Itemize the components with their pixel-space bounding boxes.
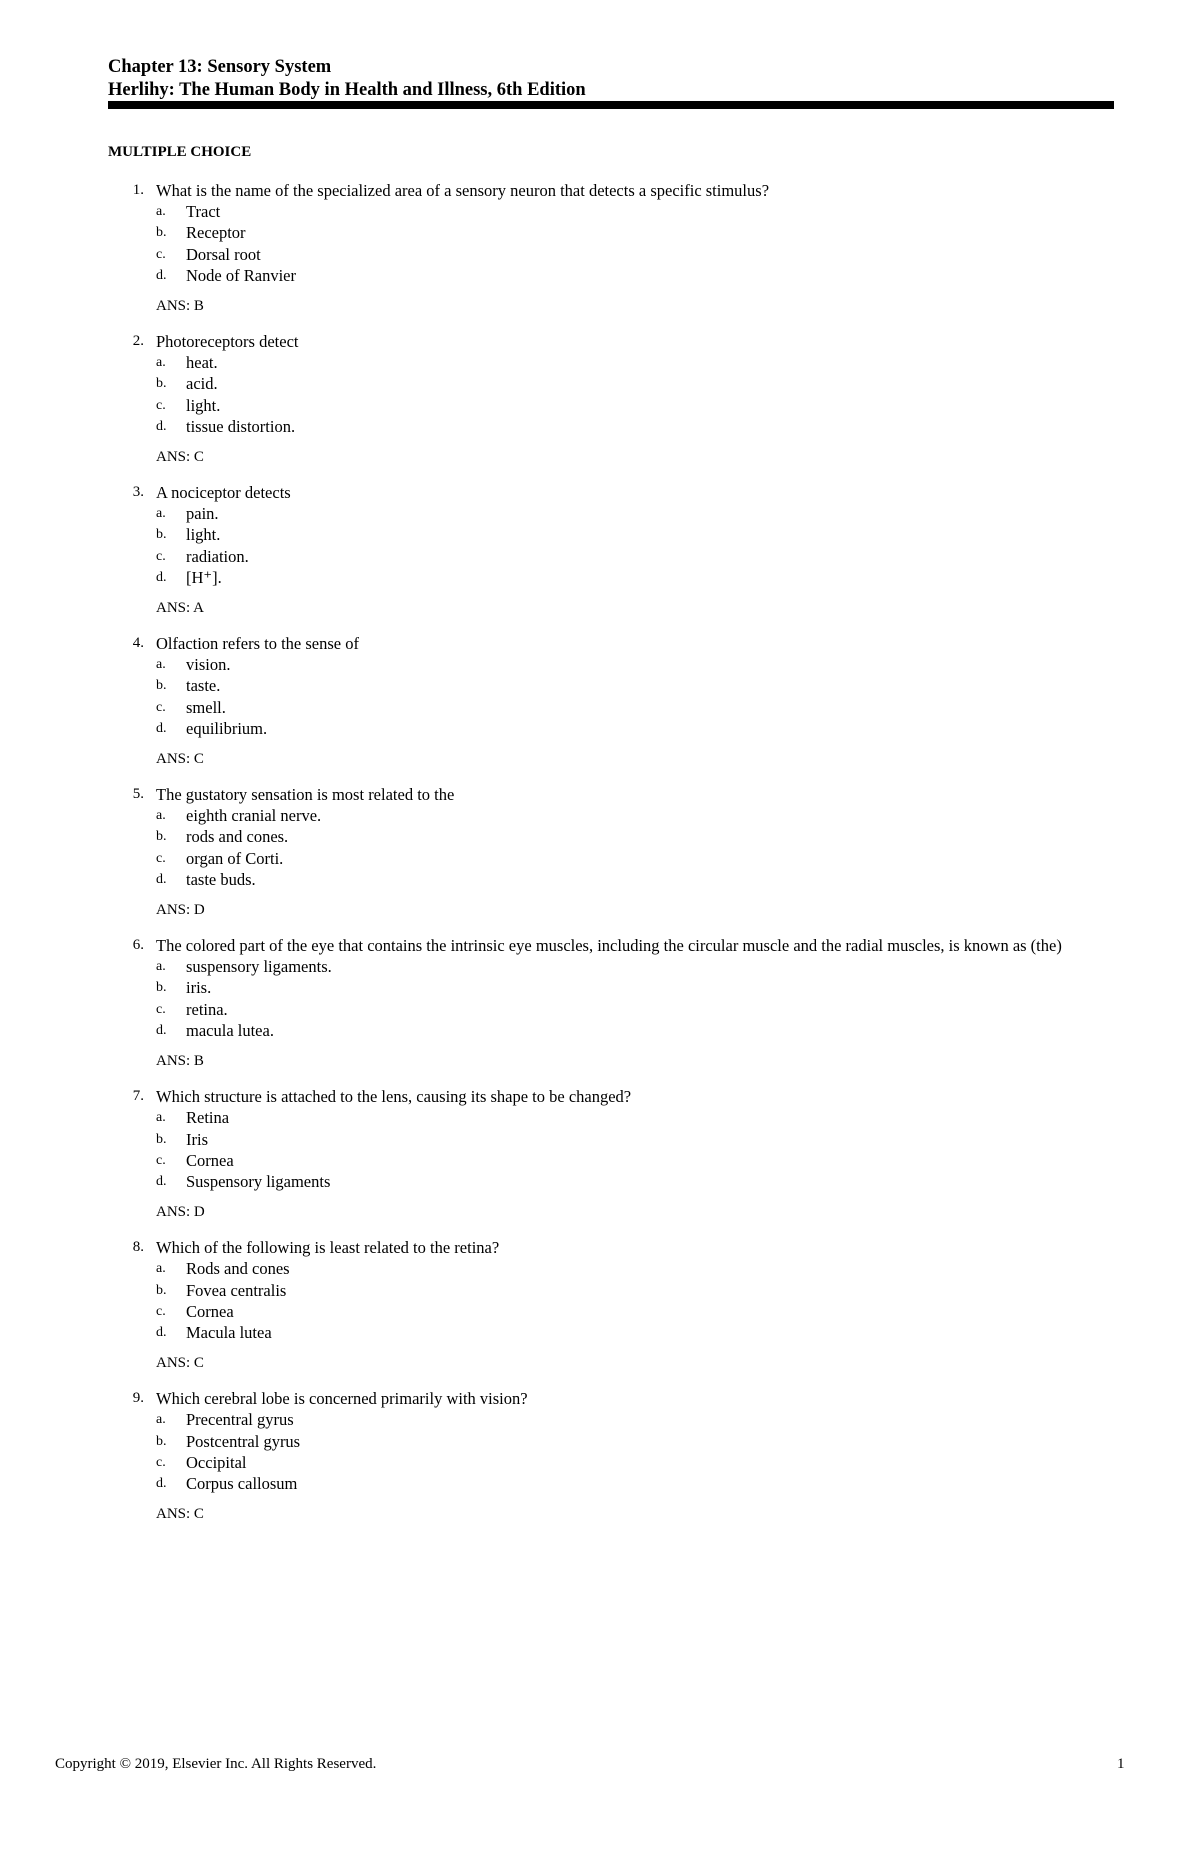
option-letter: c.	[156, 850, 166, 866]
option-text: taste buds.	[186, 869, 256, 889]
option-list	[108, 654, 1118, 739]
option-letter: d.	[156, 871, 167, 887]
option-item	[108, 1107, 1118, 1128]
option-letter: b.	[156, 376, 167, 392]
option-letter: d.	[156, 1324, 167, 1340]
answer-key: ANS: C	[156, 1355, 204, 1372]
question-1	[108, 180, 1118, 315]
option-letter: c.	[156, 246, 166, 262]
option-text: eighth cranial nerve.	[186, 806, 322, 826]
option-letter: a.	[156, 355, 166, 371]
option-letter: d.	[156, 1022, 167, 1038]
question-text: A nociceptor detects	[156, 483, 291, 503]
option-text: Tract	[186, 202, 221, 222]
answer-key: ANS: D	[156, 902, 205, 919]
option-text: Cornea	[186, 1301, 234, 1321]
option-text: heat.	[186, 353, 218, 373]
option-letter: b.	[156, 678, 167, 694]
option-text: iris.	[186, 978, 212, 998]
option-item	[108, 675, 1118, 696]
option-item	[108, 503, 1118, 524]
answer-key: ANS: A	[156, 600, 204, 617]
option-item	[108, 244, 1118, 265]
option-text: [H⁺].	[186, 567, 222, 587]
question-stem	[108, 1388, 1118, 1409]
option-item	[108, 1409, 1118, 1430]
option-letter: a.	[156, 1110, 166, 1126]
option-list	[108, 1409, 1118, 1494]
option-item	[108, 1322, 1118, 1343]
option-text: Occipital	[186, 1452, 247, 1472]
option-item	[108, 1431, 1118, 1452]
option-letter: d.	[156, 418, 167, 434]
option-text: Precentral gyrus	[186, 1410, 294, 1430]
question-number: 9.	[132, 1390, 144, 1407]
option-item	[108, 1452, 1118, 1473]
option-item	[108, 1129, 1118, 1150]
question-text: Olfaction refers to the sense of	[156, 634, 359, 654]
question-9	[108, 1388, 1118, 1523]
option-item	[108, 697, 1118, 718]
page-number: 1	[1117, 1756, 1125, 1772]
answer-key: ANS: C	[156, 449, 204, 466]
option-letter: b.	[156, 1131, 167, 1147]
option-item	[108, 1280, 1118, 1301]
option-letter: c.	[156, 1303, 166, 1319]
question-5	[108, 784, 1118, 919]
copyright-notice: Copyright © 2019, Elsevier Inc. All Rights Reserved.	[55, 1756, 377, 1772]
answer-key: ANS: D	[156, 1204, 205, 1221]
option-letter: b.	[156, 829, 167, 845]
option-letter: d.	[156, 1475, 167, 1491]
chapter-title: Chapter 13: Sensory System	[108, 57, 332, 77]
question-number: 5.	[132, 786, 144, 803]
question-stem	[108, 1086, 1118, 1107]
option-item	[108, 567, 1118, 588]
option-item	[108, 395, 1118, 416]
option-item	[108, 1473, 1118, 1494]
option-text: equilibrium.	[186, 718, 268, 738]
option-item	[108, 222, 1118, 243]
option-letter: a.	[156, 204, 166, 220]
question-number: 4.	[132, 635, 144, 652]
option-item	[108, 373, 1118, 394]
question-text: Photoreceptors detect	[156, 332, 299, 352]
option-item	[108, 265, 1118, 286]
option-item	[108, 416, 1118, 437]
option-list	[108, 805, 1118, 890]
option-item	[108, 826, 1118, 847]
option-item	[108, 999, 1118, 1020]
option-text: Suspensory ligaments	[186, 1171, 331, 1191]
question-stem	[108, 633, 1118, 654]
option-letter: a.	[156, 657, 166, 673]
question-number: 6.	[132, 937, 144, 954]
option-text: Receptor	[186, 223, 246, 243]
question-7	[108, 1086, 1118, 1221]
option-letter: c.	[156, 1152, 166, 1168]
option-text: organ of Corti.	[186, 848, 284, 868]
option-item	[108, 1258, 1118, 1279]
question-text: Which structure is attached to the lens, causing its shape to be changed?	[156, 1087, 632, 1107]
option-list	[108, 201, 1118, 286]
option-list	[108, 503, 1118, 588]
option-text: pain.	[186, 504, 219, 524]
option-item	[108, 718, 1118, 739]
option-item	[108, 352, 1118, 373]
question-text: Which of the following is least related to the retina?	[156, 1238, 500, 1258]
question-8	[108, 1237, 1118, 1372]
question-4	[108, 633, 1118, 768]
answer-key: ANS: B	[156, 1053, 204, 1070]
option-item	[108, 848, 1118, 869]
option-item	[108, 201, 1118, 222]
option-letter: b.	[156, 1282, 167, 1298]
question-stem	[108, 331, 1118, 352]
option-text: vision.	[186, 655, 231, 675]
question-stem	[108, 1237, 1118, 1258]
option-item	[108, 1301, 1118, 1322]
question-6	[108, 935, 1118, 1070]
question-number: 3.	[132, 484, 144, 501]
question-number: 8.	[132, 1239, 144, 1256]
option-text: rods and cones.	[186, 827, 289, 847]
option-letter: d.	[156, 1173, 167, 1189]
option-list	[108, 956, 1118, 1041]
option-text: Rods and cones	[186, 1259, 290, 1279]
option-text: tissue distortion.	[186, 416, 296, 436]
question-text: The gustatory sensation is most related to the	[156, 785, 455, 805]
question-number: 1.	[132, 182, 144, 198]
answer-key: ANS: C	[156, 1506, 204, 1523]
option-letter: d.	[156, 267, 167, 283]
option-text: Retina	[186, 1108, 230, 1128]
option-letter: a.	[156, 506, 166, 522]
option-letter: c.	[156, 397, 166, 413]
option-text: Fovea centralis	[186, 1280, 287, 1300]
option-item	[108, 977, 1118, 998]
option-item	[108, 546, 1118, 567]
section-title: MULTIPLE CHOICE	[108, 144, 252, 160]
option-text: macula lutea.	[186, 1020, 274, 1040]
option-text: Dorsal root	[186, 244, 261, 264]
option-text: taste.	[186, 676, 221, 696]
answer-key: ANS: B	[156, 298, 204, 315]
option-letter: b.	[156, 527, 167, 543]
option-letter: c.	[156, 548, 166, 564]
option-text: suspensory ligaments.	[186, 957, 332, 977]
option-list	[108, 1258, 1118, 1343]
option-letter: b.	[156, 1433, 167, 1449]
option-text: smell.	[186, 697, 226, 717]
question-3	[108, 482, 1118, 617]
option-letter: a.	[156, 1412, 166, 1428]
option-text: retina.	[186, 999, 228, 1019]
question-stem	[108, 935, 1118, 956]
option-item	[108, 805, 1118, 826]
book-title: Herlihy: The Human Body in Health and Illness, 6th Edition	[108, 80, 586, 100]
question-2	[108, 331, 1118, 466]
option-text: Iris	[186, 1129, 208, 1149]
option-text: light.	[186, 525, 221, 545]
option-letter: b.	[156, 980, 167, 996]
option-letter: d.	[156, 569, 167, 585]
answer-key: ANS: C	[156, 751, 204, 768]
document-header	[108, 56, 1114, 102]
question-number: 7.	[132, 1088, 144, 1105]
question-text: What is the name of the specialized area of a sensory neuron that detects a specific stimulus?	[156, 181, 770, 200]
option-letter: a.	[156, 808, 166, 824]
question-stem	[108, 784, 1118, 805]
question-text: The colored part of the eye that contains the intrinsic eye muscles, including the circular muscle and the radial muscles, is known as (the)	[156, 936, 1062, 956]
option-item	[108, 956, 1118, 977]
option-item	[108, 1150, 1118, 1171]
option-text: light.	[186, 395, 221, 415]
option-letter: a.	[156, 1261, 166, 1277]
option-item	[108, 524, 1118, 545]
option-list	[108, 352, 1118, 437]
option-letter: c.	[156, 699, 166, 715]
header-rule	[108, 101, 1114, 109]
option-item	[108, 1171, 1118, 1192]
option-item	[108, 1020, 1118, 1041]
option-letter: d.	[156, 720, 167, 736]
option-letter: a.	[156, 959, 166, 975]
option-text: Postcentral gyrus	[186, 1431, 301, 1451]
option-letter: c.	[156, 1001, 166, 1017]
option-item	[108, 654, 1118, 675]
question-stem	[108, 482, 1118, 503]
question-list	[108, 180, 1118, 1539]
option-text: Cornea	[186, 1150, 234, 1170]
question-number: 2.	[132, 333, 144, 350]
question-stem	[108, 180, 1118, 201]
option-text: radiation.	[186, 546, 249, 566]
option-letter: c.	[156, 1454, 166, 1470]
option-text: acid.	[186, 374, 218, 394]
option-letter: b.	[156, 225, 167, 241]
option-text: Macula lutea	[186, 1322, 272, 1342]
option-text: Node of Ranvier	[186, 265, 296, 285]
option-text: Corpus callosum	[186, 1473, 298, 1493]
question-text: Which cerebral lobe is concerned primarily with vision?	[156, 1389, 528, 1409]
option-list	[108, 1107, 1118, 1192]
option-item	[108, 869, 1118, 890]
